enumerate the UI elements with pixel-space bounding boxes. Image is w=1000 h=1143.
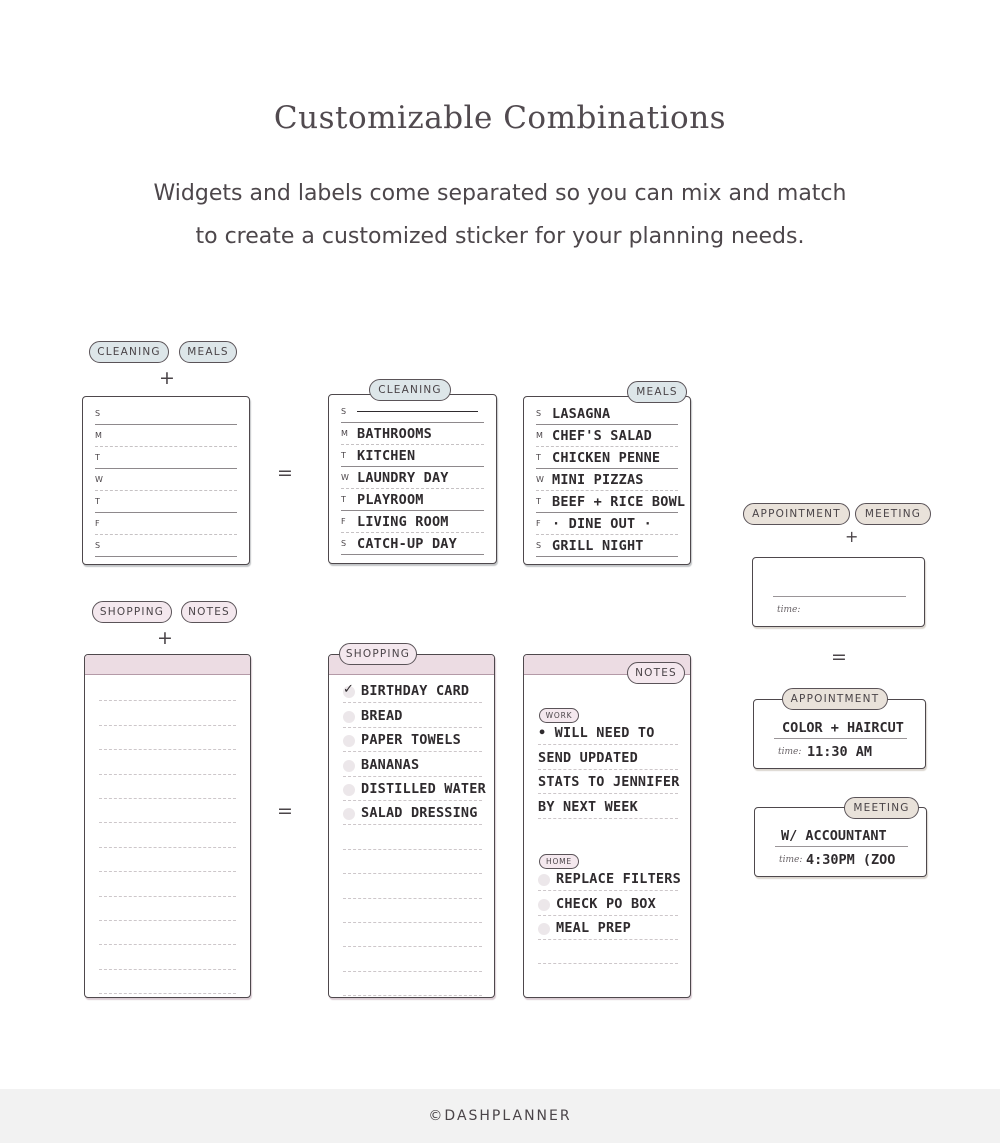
note-line [538, 745, 678, 769]
weekday-row [95, 425, 237, 447]
weekday-row [536, 425, 678, 447]
day-entry: CHEF'S SALAD [552, 428, 652, 444]
weekday-letter: W [95, 475, 103, 484]
blank-line [99, 945, 236, 969]
list-item [343, 923, 482, 947]
notes-tab: NOTES [627, 662, 685, 684]
meals-rows [536, 403, 686, 557]
weekday-letter: M [95, 431, 102, 440]
blank-list-widget[interactable] [84, 654, 251, 998]
weekday-row [536, 491, 686, 513]
shopping-item-text: BANANAS [361, 756, 420, 773]
shopping-widget[interactable] [328, 654, 495, 998]
weekday-row [536, 469, 678, 491]
work-notes [538, 721, 678, 819]
shopping-list [343, 679, 486, 996]
check-icon: ✓ [343, 681, 354, 697]
meeting-label[interactable]: MEETING [855, 503, 931, 525]
weekday-row [341, 467, 484, 489]
blank-line [99, 848, 236, 872]
checkbox-circle [343, 711, 355, 723]
day-entry: BATHROOMS [357, 426, 432, 442]
blank-line [99, 872, 236, 896]
notes-blank-lines [538, 940, 678, 964]
note-text: • WILL NEED TO [538, 725, 655, 742]
blank-line [99, 897, 236, 921]
checkbox-circle [343, 681, 355, 698]
meals-label[interactable]: MEALS [179, 341, 237, 363]
shopping-item-text: BREAD [361, 707, 403, 724]
blank-time-widget[interactable] [752, 557, 925, 627]
day-entry: LAUNDRY DAY [357, 470, 449, 486]
checkbox-circle [538, 899, 550, 911]
cleaning-widget[interactable] [328, 394, 497, 564]
blank-weekly-widget[interactable] [82, 396, 250, 565]
checkbox-circle [343, 808, 355, 820]
shopping-item-text: DISTILLED WATER [361, 780, 486, 797]
blank-line [99, 677, 236, 701]
blank-line [99, 921, 236, 945]
checkbox-circle [343, 760, 355, 772]
blank-line [99, 750, 236, 774]
weekday-rows [95, 403, 237, 557]
strike-line [357, 411, 478, 412]
weekday-row [341, 533, 484, 555]
time-label: time: [777, 605, 801, 615]
day-entry: CATCH-UP DAY [357, 536, 457, 552]
list-item [343, 972, 482, 996]
weekday-letter: T [341, 495, 346, 504]
list-item [343, 825, 482, 849]
note-item [538, 916, 678, 940]
blank-line [99, 970, 236, 994]
shopping-tab: SHOPPING [339, 643, 417, 665]
page-subtitle [0, 172, 1000, 258]
appointment-label[interactable]: APPOINTMENT [743, 503, 850, 525]
day-entry: KITCHEN [357, 448, 416, 464]
list-item [343, 679, 482, 703]
subtitle-line-2: to create a customized sticker for your planning needs. [195, 224, 805, 249]
weekday-row [536, 403, 678, 425]
cleaning-label[interactable]: CLEANING [89, 341, 169, 363]
plus-sign: + [157, 627, 173, 649]
day-entry: PLAYROOM [357, 492, 424, 508]
list-item [343, 752, 482, 776]
weekday-row [341, 489, 484, 511]
weekday-row [95, 447, 237, 469]
blank-line [99, 775, 236, 799]
note-item-text: MEAL PREP [556, 920, 631, 937]
weekday-letter: F [536, 519, 541, 528]
weekday-letter: S [341, 539, 347, 548]
home-notes [538, 867, 681, 940]
equals-sign: = [277, 462, 293, 484]
meeting-entry: W/ ACCOUNTANT [781, 828, 887, 844]
weekday-letter: W [536, 475, 544, 484]
blank-line [99, 701, 236, 725]
blank-line [99, 726, 236, 750]
entry-line [775, 846, 908, 847]
weekday-row [536, 447, 678, 469]
day-entry: BEEF + RICE BOWL [552, 494, 686, 510]
weekday-row [341, 401, 484, 423]
weekday-row [95, 403, 237, 425]
meals-widget[interactable] [523, 396, 691, 565]
note-item [538, 867, 681, 891]
notes-label[interactable]: NOTES [181, 601, 237, 623]
weekday-row [95, 535, 237, 557]
day-entry: CHICKEN PENNE [552, 450, 661, 466]
list-item [343, 874, 482, 898]
list-item [343, 728, 482, 752]
note-line [538, 794, 678, 818]
day-entry: · DINE OUT · [552, 516, 652, 532]
plus-sign: + [159, 367, 175, 389]
weekday-letter: T [341, 451, 346, 460]
weekday-letter: T [95, 497, 100, 506]
day-entry: LASAGNA [552, 406, 611, 422]
copyright: ©DASHPLANNER [428, 1108, 572, 1124]
checkbox-circle [538, 923, 550, 935]
weekday-row [341, 423, 484, 445]
appointment-entry: COLOR + HAIRCUT [782, 720, 904, 736]
checkbox-circle [343, 735, 355, 747]
subtitle-line-1: Widgets and labels come separated so you can mix and match [153, 181, 847, 206]
weekday-letter: S [536, 541, 542, 550]
blank-line [538, 940, 678, 964]
weekday-row [341, 511, 484, 533]
entry-line [774, 738, 907, 739]
note-text: SEND UPDATED [538, 749, 638, 766]
note-text: BY NEXT WEEK [538, 798, 638, 815]
day-entry: LIVING ROOM [357, 514, 449, 530]
cleaning-tab: CLEANING [369, 379, 451, 401]
checkbox-circle [538, 874, 550, 886]
weekday-row [95, 469, 237, 491]
weekday-letter: S [536, 409, 542, 418]
weekday-letter: M [341, 429, 348, 438]
cleaning-rows [341, 401, 484, 555]
list-item [343, 703, 482, 727]
note-item [538, 891, 678, 915]
page-title: Customizable Combinations [273, 100, 727, 136]
shopping-label[interactable]: SHOPPING [92, 601, 172, 623]
weekday-row [536, 513, 678, 535]
list-item [343, 899, 482, 923]
work-tag: WORK [539, 708, 579, 723]
weekday-row [341, 445, 484, 467]
meeting-tab: MEETING [844, 797, 919, 819]
shopping-item-text: PAPER TOWELS [361, 732, 461, 749]
weekday-letter: M [536, 431, 543, 440]
time-label: time: [778, 747, 802, 757]
note-line [538, 721, 678, 745]
equals-sign: = [831, 646, 847, 668]
list-item [343, 947, 482, 971]
blank-list-lines [99, 677, 236, 994]
note-text: STATS TO JENNIFER [538, 774, 680, 791]
list-item [343, 850, 482, 874]
weekday-letter: S [341, 407, 347, 416]
weekday-letter: T [536, 497, 541, 506]
meeting-time: 4:30PM (ZOO [806, 852, 896, 868]
list-item [343, 777, 486, 801]
weekday-letter: S [95, 409, 101, 418]
weekday-letter: T [95, 453, 100, 462]
appointment-tab: APPOINTMENT [782, 688, 888, 710]
note-item-text: CHECK PO BOX [556, 895, 656, 912]
appointment-time: 11:30 AM [807, 744, 873, 760]
weekday-letter: F [95, 519, 100, 528]
weekday-row [95, 513, 237, 535]
weekday-letter: F [341, 517, 346, 526]
plus-sign: + [845, 527, 859, 546]
shopping-item-text: BIRTHDAY CARD [361, 683, 470, 700]
blank-line [99, 799, 236, 823]
entry-line [773, 596, 906, 597]
equals-sign: = [277, 800, 293, 822]
note-line [538, 770, 678, 794]
blank-line [99, 823, 236, 847]
weekday-letter: S [95, 541, 101, 550]
meals-tab: MEALS [627, 381, 687, 403]
footer [0, 1089, 1000, 1143]
weekday-row [536, 535, 678, 557]
weekday-row [95, 491, 237, 513]
list-item [343, 801, 482, 825]
checkbox-circle [343, 784, 355, 796]
notes-widget[interactable] [523, 654, 691, 998]
weekday-letter: W [341, 473, 349, 482]
shopping-item-text: SALAD DRESSING [361, 805, 478, 822]
list-header-band [85, 655, 250, 675]
note-item-text: REPLACE FILTERS [556, 871, 681, 888]
day-entry: GRILL NIGHT [552, 538, 644, 554]
time-label: time: [779, 855, 803, 865]
day-entry: MINI PIZZAS [552, 472, 644, 488]
home-tag: HOME [539, 854, 579, 869]
weekday-letter: T [536, 453, 541, 462]
